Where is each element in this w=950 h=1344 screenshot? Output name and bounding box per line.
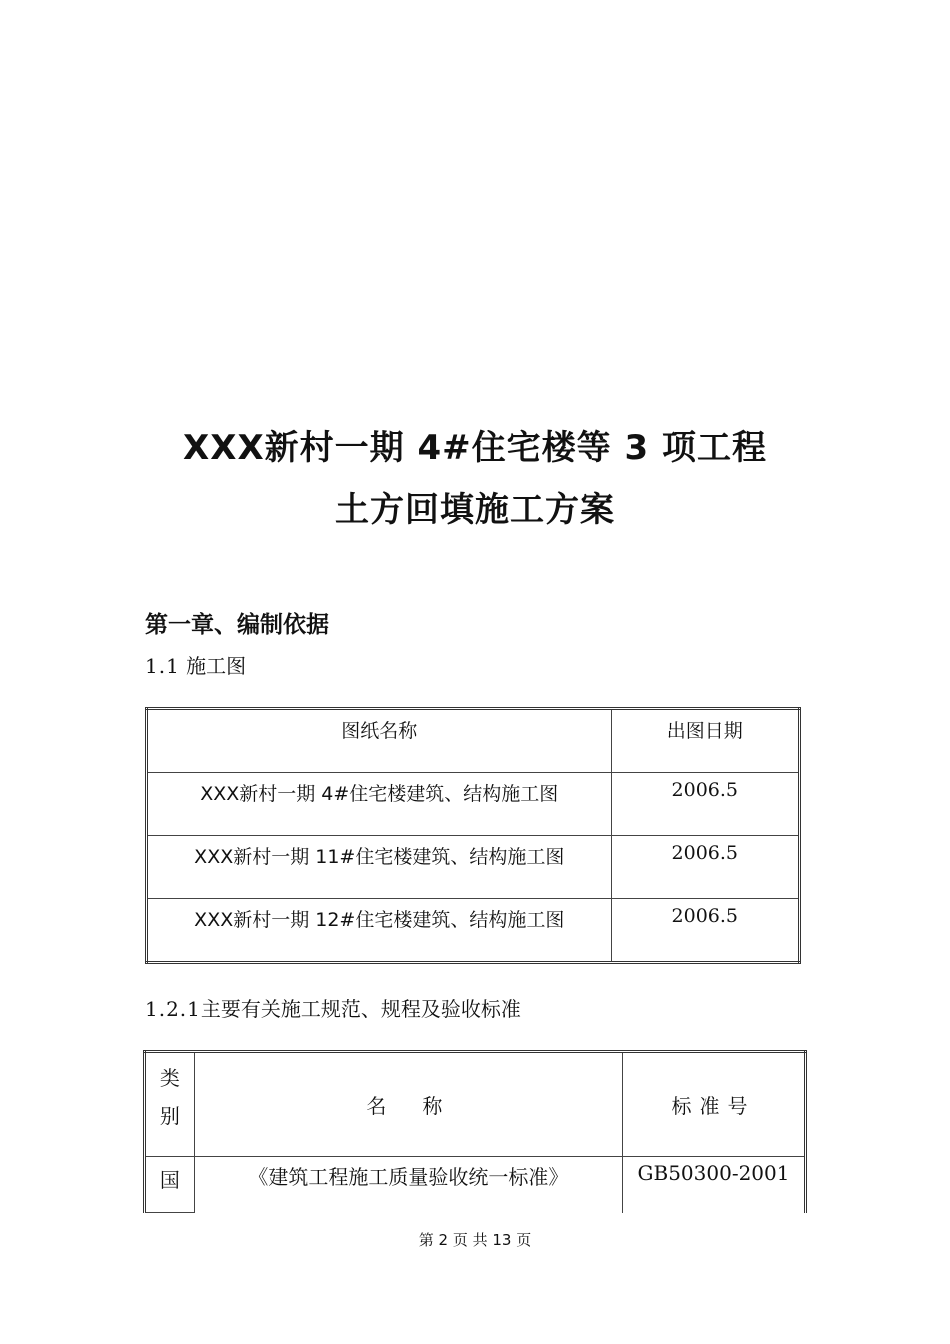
- page-footer: 第 2 页 共 13 页: [418, 1231, 532, 1249]
- section-title: 施工图: [186, 654, 247, 678]
- header-drawing-name: 图纸名称: [147, 709, 612, 773]
- standard-code-cell: GB50300-2001: [622, 1157, 805, 1213]
- header-category: [145, 1052, 195, 1157]
- table-row: [147, 836, 800, 899]
- section-number: 1.1: [145, 654, 180, 678]
- standards-table: [143, 1050, 807, 1213]
- header-category-top: 类: [159, 1066, 180, 1090]
- drawing-name-cell: XXX新村一期 11#住宅楼建筑、结构施工图: [147, 836, 612, 899]
- header-issue-date: 出图日期: [611, 709, 799, 773]
- issue-date-cell: 2006.5: [611, 836, 799, 899]
- drawing-name-cell: XXX新村一期 4#住宅楼建筑、结构施工图: [147, 773, 612, 836]
- section-heading-1-1: [145, 650, 246, 679]
- section-heading-1-2-1: [145, 993, 521, 1022]
- table-row: [145, 1157, 806, 1213]
- standard-name-cell: 《建筑工程施工质量验收统一标准》: [194, 1157, 622, 1213]
- table-header-row: [147, 709, 800, 773]
- table-row: [147, 773, 800, 836]
- chapter-heading: 第一章、编制依据: [145, 612, 329, 638]
- category-cell: 国: [145, 1157, 195, 1213]
- section-number: 1.2.1: [145, 997, 201, 1021]
- table-header-row: [145, 1052, 806, 1157]
- header-name: 名 称: [194, 1052, 622, 1157]
- document-title-line-2: 土方回填施工方案: [335, 490, 615, 530]
- drawings-table: [145, 707, 801, 964]
- section-title: 主要有关施工规范、规程及验收标准: [200, 997, 521, 1021]
- issue-date-cell: 2006.5: [611, 773, 799, 836]
- drawing-name-cell: XXX新村一期 12#住宅楼建筑、结构施工图: [147, 899, 612, 963]
- issue-date-cell: 2006.5: [611, 899, 799, 963]
- table-row: [147, 899, 800, 963]
- document-title-line-1: XXX新村一期 4#住宅楼等 3 项工程: [183, 428, 767, 468]
- header-code: 标准号: [622, 1052, 805, 1157]
- header-category-bottom: 别: [159, 1104, 180, 1128]
